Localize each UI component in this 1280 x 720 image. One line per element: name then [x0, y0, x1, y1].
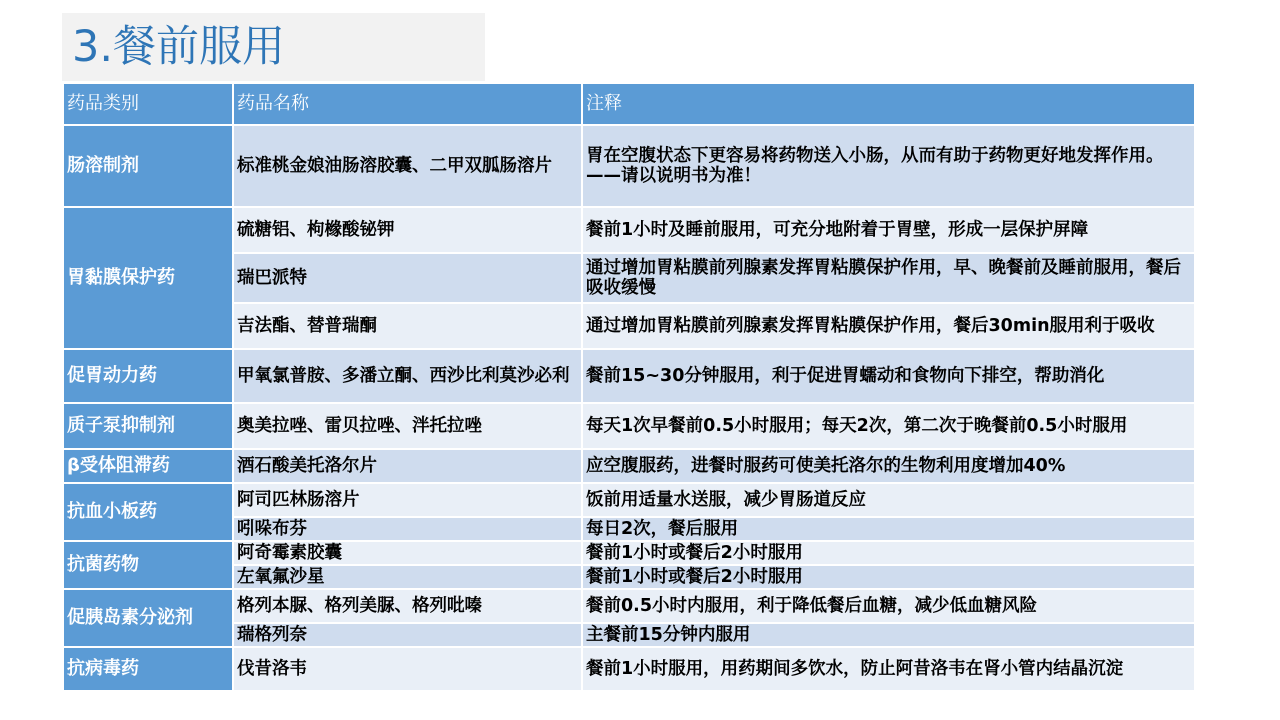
category-cell: 抗菌药物 — [63, 541, 233, 589]
header-category: 药品类别 — [63, 83, 233, 125]
table-row — [63, 349, 1195, 403]
note-cell: 餐前1小时或餐后2小时服用 — [582, 565, 1195, 589]
note-cell: 主餐前15分钟内服用 — [582, 623, 1195, 647]
note-cell: 餐前1小时及睡前服用，可充分地附着于胃壁，形成一层保护屏障 — [582, 207, 1195, 253]
table-row — [63, 541, 1195, 565]
note-cell: 每日2次，餐后服用 — [582, 517, 1195, 541]
drug-name-cell: 甲氧氯普胺、多潘立酮、西沙比利莫沙必利 — [233, 349, 582, 403]
note-text: 胃在空腹状态下更容易将药物送入小肠，从而有助于药物更好地发挥作用。 — [586, 146, 1164, 166]
drug-name-cell: 阿司匹林肠溶片 — [233, 483, 582, 517]
drug-name-cell: 瑞格列奈 — [233, 623, 582, 647]
drug-name-cell: 酒石酸美托洛尔片 — [233, 449, 582, 483]
table-row — [63, 565, 1195, 589]
table-row — [63, 623, 1195, 647]
drug-name-cell: 阿奇霉素胶囊 — [233, 541, 582, 565]
note-cell: 通过增加胃粘膜前列腺素发挥胃粘膜保护作用，餐后30min服用利于吸收 — [582, 303, 1195, 349]
drug-name-cell: 格列本脲、格列美脲、格列吡嗪 — [233, 589, 582, 623]
table-row — [63, 207, 1195, 253]
category-cell: 促胃动力药 — [63, 349, 233, 403]
note-cell: 应空腹服药，进餐时服药可使美托洛尔的生物利用度增加40% — [582, 449, 1195, 483]
header-note: 注释 — [582, 83, 1195, 125]
drug-name-cell: 硫糖铝、枸橼酸铋钾 — [233, 207, 582, 253]
note-cell: 通过增加胃粘膜前列腺素发挥胃粘膜保护作用，早、晚餐前及睡前服用，餐后吸收缓慢 — [582, 253, 1195, 303]
table-row — [63, 403, 1195, 449]
header-name: 药品名称 — [233, 83, 582, 125]
note-cell: 饭前用适量水送服，减少胃肠道反应 — [582, 483, 1195, 517]
drug-name-cell: 标准桃金娘油肠溶胶囊、二甲双胍肠溶片 — [233, 125, 582, 207]
category-cell: 质子泵抑制剂 — [63, 403, 233, 449]
title-box — [62, 13, 485, 81]
drug-name-cell: 奥美拉唑、雷贝拉唑、泮托拉唑 — [233, 403, 582, 449]
category-cell: 促胰岛素分泌剂 — [63, 589, 233, 647]
table-row — [63, 517, 1195, 541]
medication-table — [62, 82, 1196, 692]
note-reminder: ——请以说明书为准！ — [586, 166, 761, 186]
note-cell: 餐前0.5小时内服用，利于降低餐后血糖，减少低血糖风险 — [582, 589, 1195, 623]
note-cell — [582, 125, 1195, 207]
table-row — [63, 449, 1195, 483]
drug-name-cell: 伐昔洛韦 — [233, 647, 582, 691]
category-cell: β受体阻滞药 — [63, 449, 233, 483]
category-cell: 胃黏膜保护药 — [63, 207, 233, 349]
table-row — [63, 253, 1195, 303]
note-cell: 餐前15~30分钟服用，利于促进胃蠕动和食物向下排空，帮助消化 — [582, 349, 1195, 403]
table-header-row — [63, 83, 1195, 125]
drug-name-cell: 左氧氟沙星 — [233, 565, 582, 589]
category-cell: 抗血小板药 — [63, 483, 233, 541]
page-title: 3.餐前服用 — [72, 22, 286, 72]
category-cell: 肠溶制剂 — [63, 125, 233, 207]
table-row — [63, 647, 1195, 691]
note-cell: 餐前1小时或餐后2小时服用 — [582, 541, 1195, 565]
table-row — [63, 483, 1195, 517]
drug-name-cell: 吉法酯、替普瑞酮 — [233, 303, 582, 349]
table-row — [63, 303, 1195, 349]
table-row — [63, 589, 1195, 623]
drug-name-cell: 瑞巴派特 — [233, 253, 582, 303]
note-cell: 每天1次早餐前0.5小时服用；每天2次，第二次于晚餐前0.5小时服用 — [582, 403, 1195, 449]
drug-name-cell: 吲哚布芬 — [233, 517, 582, 541]
note-cell: 餐前1小时服用，用药期间多饮水，防止阿昔洛韦在肾小管内结晶沉淀 — [582, 647, 1195, 691]
category-cell: 抗病毒药 — [63, 647, 233, 691]
table-row — [63, 125, 1195, 207]
